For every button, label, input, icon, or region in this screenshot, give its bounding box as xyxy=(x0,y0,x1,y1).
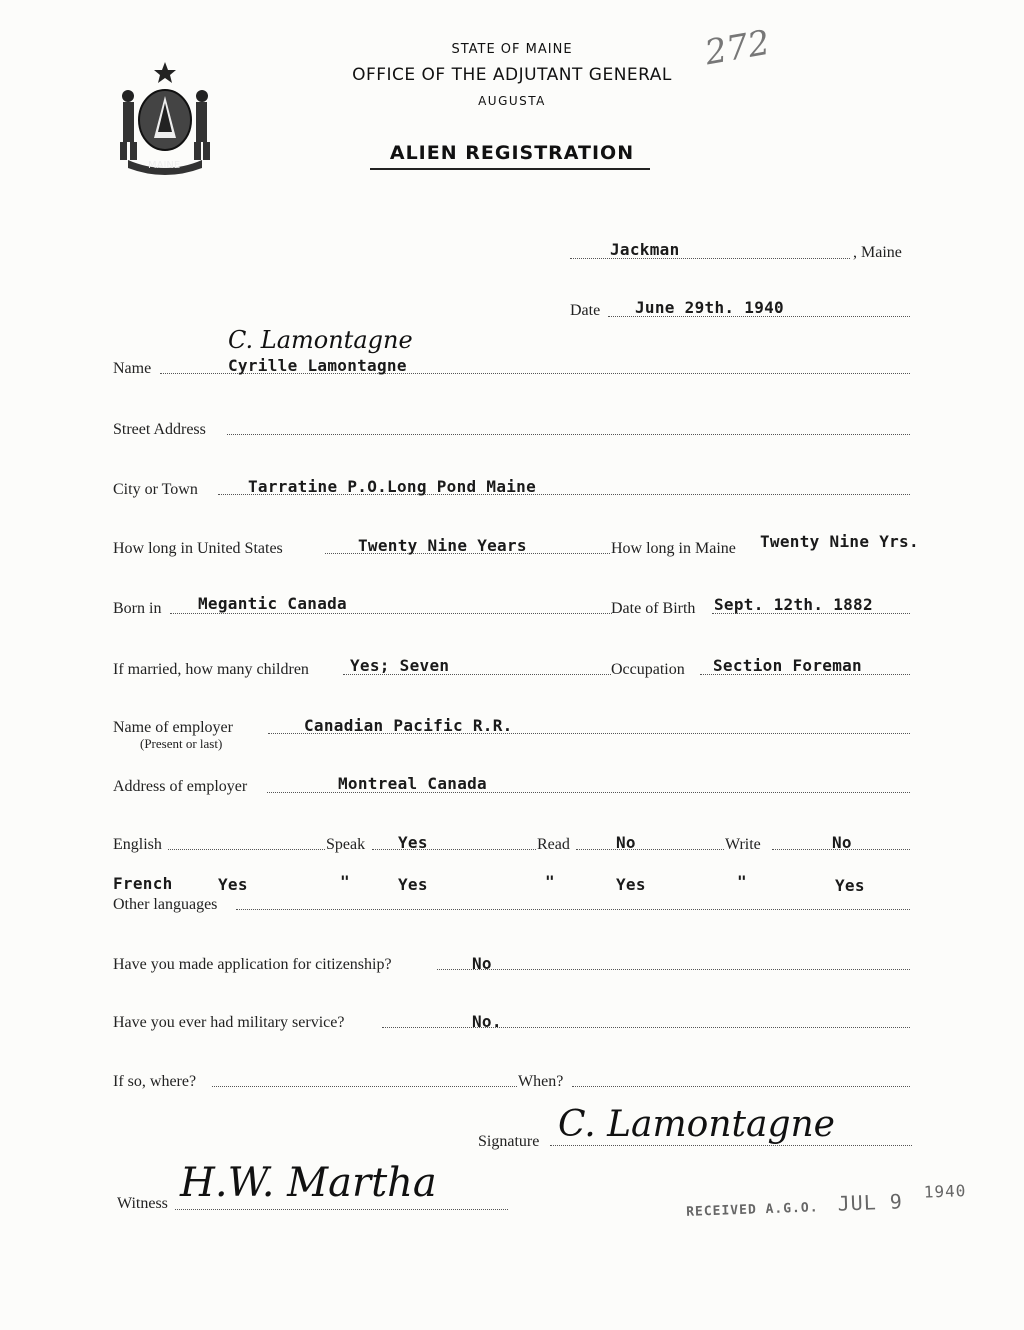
header-state: STATE OF MAINE xyxy=(451,42,573,57)
other-language-speak: Yes xyxy=(398,875,428,894)
dob-label: Date of Birth xyxy=(611,600,696,617)
occupation-label: Occupation xyxy=(611,661,685,678)
english-line-2 xyxy=(372,849,536,850)
how-long-maine-value: Twenty Nine Yrs. xyxy=(760,532,919,551)
other-languages-label: Other languages xyxy=(113,896,218,913)
stamp-date: JUL 9 xyxy=(837,1189,904,1216)
military-line xyxy=(382,1027,910,1028)
other-language-name: French xyxy=(113,874,173,893)
when-label: When? xyxy=(518,1073,564,1090)
name-handwritten: C. Lamontagne xyxy=(228,326,413,354)
date-label: Date xyxy=(570,302,601,319)
name-value: Cyrille Lamontagne xyxy=(228,356,407,375)
ditto-read: " xyxy=(545,872,555,891)
military-value: No. xyxy=(472,1012,502,1031)
name-label: Name xyxy=(113,360,152,377)
where-line xyxy=(212,1086,517,1087)
english-label: English xyxy=(113,836,162,853)
witness-label: Witness xyxy=(117,1195,168,1212)
english-speak-value: Yes xyxy=(398,833,428,852)
military-label: Have you ever had military service? xyxy=(113,1014,345,1031)
employer-value: Canadian Pacific R.R. xyxy=(304,716,513,735)
form-title: ALIEN REGISTRATION xyxy=(389,142,635,164)
how-long-maine-label: How long in Maine xyxy=(611,540,736,557)
employer-label: Name of employer xyxy=(113,719,233,736)
citizenship-label: Have you made application for citizenship? xyxy=(113,956,392,973)
dob-value: Sept. 12th. 1882 xyxy=(714,595,873,614)
born-in-value: Megantic Canada xyxy=(198,594,347,613)
other-language-yes: Yes xyxy=(218,875,248,894)
city-label: City or Town xyxy=(113,481,198,498)
header-city: AUGUSTA xyxy=(478,94,546,108)
when-line xyxy=(572,1086,910,1087)
date-value: June 29th. 1940 xyxy=(635,298,784,317)
how-long-us-label: How long in United States xyxy=(113,540,283,557)
born-in-label: Born in xyxy=(113,600,162,617)
seal-text: MAINE xyxy=(148,160,181,171)
write-label: Write xyxy=(725,836,761,853)
signature-label: Signature xyxy=(478,1133,540,1150)
how-long-us-value: Twenty Nine Years xyxy=(358,536,527,555)
signature-line xyxy=(550,1145,912,1146)
employer-sublabel: (Present or last) xyxy=(140,736,223,751)
received-stamp xyxy=(685,1181,967,1221)
street-line xyxy=(227,434,910,435)
ditto-speak: " xyxy=(340,872,350,891)
english-read-value: No xyxy=(616,833,636,852)
where-label: If so, where? xyxy=(113,1073,197,1090)
speak-label: Speak xyxy=(326,836,366,853)
place-value: Jackman xyxy=(610,240,680,259)
other-languages-line xyxy=(236,909,910,910)
occupation-value: Section Foreman xyxy=(713,656,862,675)
signature-value: C. Lamontagne xyxy=(558,1104,835,1145)
english-line-3 xyxy=(576,849,724,850)
employer-address-label: Address of employer xyxy=(113,778,248,795)
place-suffix: , Maine xyxy=(853,244,902,261)
employer-address-value: Montreal Canada xyxy=(338,774,487,793)
ditto-write: " xyxy=(737,872,747,891)
english-write-value: No xyxy=(832,833,852,852)
file-number: 272 xyxy=(702,22,773,74)
other-language-write: Yes xyxy=(835,876,865,895)
title-underline xyxy=(370,168,650,170)
city-value: Tarratine P.O.Long Pond Maine xyxy=(248,477,537,496)
children-label: If married, how many children xyxy=(113,661,309,678)
street-label: Street Address xyxy=(113,421,206,438)
read-label: Read xyxy=(537,836,570,853)
witness-signature: H.W. Martha xyxy=(180,1160,437,1206)
stamp-received-text: RECEIVED A.G.O. xyxy=(685,1200,819,1220)
header-office: OFFICE OF THE ADJUTANT GENERAL xyxy=(352,65,672,85)
children-value: Yes; Seven xyxy=(350,656,450,675)
citizenship-line xyxy=(437,969,910,970)
witness-line xyxy=(175,1209,508,1210)
stamp-year: 1940 xyxy=(923,1181,967,1202)
born-in-line xyxy=(170,613,612,614)
citizenship-value: No xyxy=(472,954,492,973)
other-language-read: Yes xyxy=(616,875,646,894)
english-line-1 xyxy=(168,849,325,850)
